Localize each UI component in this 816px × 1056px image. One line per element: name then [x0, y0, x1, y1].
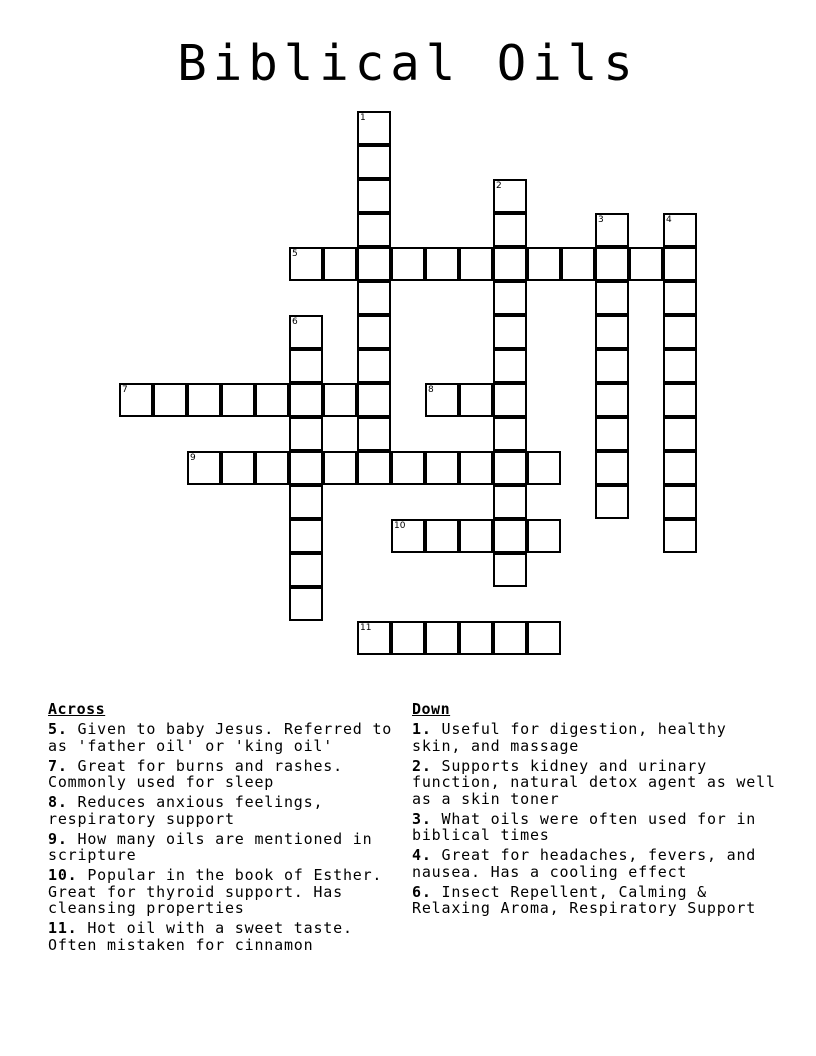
grid-cell[interactable] — [391, 247, 425, 281]
grid-cell[interactable] — [357, 621, 391, 655]
grid-cell[interactable] — [663, 451, 697, 485]
grid-cell[interactable] — [595, 417, 629, 451]
clue-number: 4 — [666, 215, 672, 225]
grid-cell[interactable] — [289, 485, 323, 519]
clue-number: 3 — [598, 215, 604, 225]
grid-cell[interactable] — [629, 247, 663, 281]
grid-cell[interactable] — [289, 417, 323, 451]
grid-cell[interactable] — [289, 451, 323, 485]
grid-cell[interactable] — [493, 519, 527, 553]
puzzle-title: Biblical Oils — [177, 35, 639, 92]
grid-cell[interactable] — [493, 349, 527, 383]
grid-cell[interactable] — [459, 621, 493, 655]
grid-cell[interactable] — [357, 349, 391, 383]
grid-cell[interactable] — [595, 281, 629, 315]
grid-cell[interactable] — [493, 451, 527, 485]
grid-cell[interactable] — [493, 315, 527, 349]
across-heading: Across — [48, 700, 106, 718]
clue-across-7: 7. Great for burns and rashes. Commonly used for sleep — [48, 756, 343, 791]
down-clues — [412, 700, 784, 920]
grid-cell[interactable] — [289, 349, 323, 383]
grid-cell[interactable] — [221, 383, 255, 417]
grid-cell[interactable] — [323, 383, 357, 417]
grid-cell[interactable] — [493, 621, 527, 655]
clue-number: 10 — [394, 521, 406, 531]
clue-number: 6 — [292, 317, 298, 327]
grid-cell[interactable] — [595, 451, 629, 485]
grid-cell[interactable] — [527, 519, 561, 553]
clue-number: 1 — [360, 113, 366, 123]
grid-cell[interactable] — [289, 247, 323, 281]
clue-number: 2 — [496, 181, 502, 191]
grid-cell[interactable] — [221, 451, 255, 485]
clue-number: 7 — [122, 385, 128, 395]
grid-cell[interactable] — [595, 383, 629, 417]
across-clues — [48, 700, 398, 957]
grid-cell[interactable] — [493, 179, 527, 213]
clue-across-11: 11. Hot oil with a sweet taste. Often mistaken for cinnamon — [48, 919, 353, 954]
grid-cell[interactable] — [459, 519, 493, 553]
grid-cell[interactable] — [357, 383, 391, 417]
grid-cell[interactable] — [459, 451, 493, 485]
grid-cell[interactable] — [663, 315, 697, 349]
grid-cell[interactable] — [255, 383, 289, 417]
grid-cell[interactable] — [357, 247, 391, 281]
clue-number: 5 — [292, 249, 298, 259]
grid-cell[interactable] — [357, 213, 391, 247]
grid-cell[interactable] — [663, 281, 697, 315]
grid-cell[interactable] — [595, 349, 629, 383]
grid-cell[interactable] — [255, 451, 289, 485]
grid-cell[interactable] — [663, 485, 697, 519]
grid-cell[interactable] — [459, 247, 493, 281]
grid-cell[interactable] — [425, 451, 459, 485]
grid-cell[interactable] — [595, 485, 629, 519]
grid-cell[interactable] — [323, 247, 357, 281]
grid-cell[interactable] — [663, 213, 697, 247]
grid-cell[interactable] — [391, 451, 425, 485]
grid-cell[interactable] — [357, 179, 391, 213]
grid-cell[interactable] — [663, 519, 697, 553]
grid-cell[interactable] — [357, 315, 391, 349]
grid-cell[interactable] — [663, 349, 697, 383]
grid-cell[interactable] — [289, 587, 323, 621]
grid-cell[interactable] — [391, 621, 425, 655]
clue-number: 9 — [190, 453, 196, 463]
grid-cell[interactable] — [119, 383, 153, 417]
grid-cell[interactable] — [595, 315, 629, 349]
clue-across-10: 10. Popular in the book of Esther. Great for thyroid support. Has cleansing properties — [48, 866, 383, 917]
grid-cell[interactable] — [187, 451, 221, 485]
grid-cell[interactable] — [357, 281, 391, 315]
clue-down-3: 3. What oils were often used for in biblical times — [412, 809, 757, 844]
grid-cell[interactable] — [357, 417, 391, 451]
grid-cell[interactable] — [561, 247, 595, 281]
grid-cell[interactable] — [357, 451, 391, 485]
grid-cell[interactable] — [493, 417, 527, 451]
grid-cell[interactable] — [493, 213, 527, 247]
clue-down-2: 2. Supports kidney and urinary function, natural detox agent as well as a skin toner — [412, 756, 776, 808]
grid-cell[interactable] — [323, 451, 357, 485]
grid-cell[interactable] — [459, 383, 493, 417]
clue-down-4: 4. Great for headaches, fevers, and nausea. Has a cooling effect — [412, 846, 757, 881]
grid-cell[interactable] — [187, 383, 221, 417]
grid-cell[interactable] — [527, 621, 561, 655]
grid-cell[interactable] — [493, 553, 527, 587]
grid-cell[interactable] — [391, 519, 425, 553]
grid-cell[interactable] — [357, 111, 391, 145]
grid-cell[interactable] — [289, 383, 323, 417]
clue-number: 8 — [428, 385, 434, 395]
clue-down-1: 1. Useful for digestion, healthy skin, and massage — [412, 720, 727, 755]
grid-cell[interactable] — [289, 519, 323, 553]
clue-across-8: 8. Reduces anxious feelings, respiratory support — [48, 793, 324, 828]
grid-cell[interactable] — [425, 383, 459, 417]
grid-cell[interactable] — [663, 417, 697, 451]
grid-cell[interactable] — [425, 621, 459, 655]
grid-cell[interactable] — [493, 383, 527, 417]
grid-cell[interactable] — [493, 485, 527, 519]
grid-cell[interactable] — [527, 247, 561, 281]
grid-cell[interactable] — [425, 247, 459, 281]
grid-cell[interactable] — [595, 247, 629, 281]
clue-down-6: 6. Insect Repellent, Calming & Relaxing Aroma, Respiratory Support — [412, 882, 757, 917]
grid-cell[interactable] — [493, 247, 527, 281]
grid-cell[interactable] — [289, 315, 323, 349]
grid-cell[interactable] — [493, 281, 527, 315]
clue-number: 11 — [360, 623, 372, 633]
grid-cell[interactable] — [595, 213, 629, 247]
grid-cell[interactable] — [527, 451, 561, 485]
grid-cell[interactable] — [153, 383, 187, 417]
grid-cell[interactable] — [425, 519, 459, 553]
grid-cell[interactable] — [663, 247, 697, 281]
grid-cell[interactable] — [289, 553, 323, 587]
down-heading: Down — [412, 700, 451, 718]
clue-across-9: 9. How many oils are mentioned in scripture — [48, 829, 373, 864]
grid-cell[interactable] — [357, 145, 391, 179]
grid-cell[interactable] — [663, 383, 697, 417]
clue-across-5: 5. Given to baby Jesus. Referred to as 'father oil' or 'king oil' — [48, 720, 393, 755]
